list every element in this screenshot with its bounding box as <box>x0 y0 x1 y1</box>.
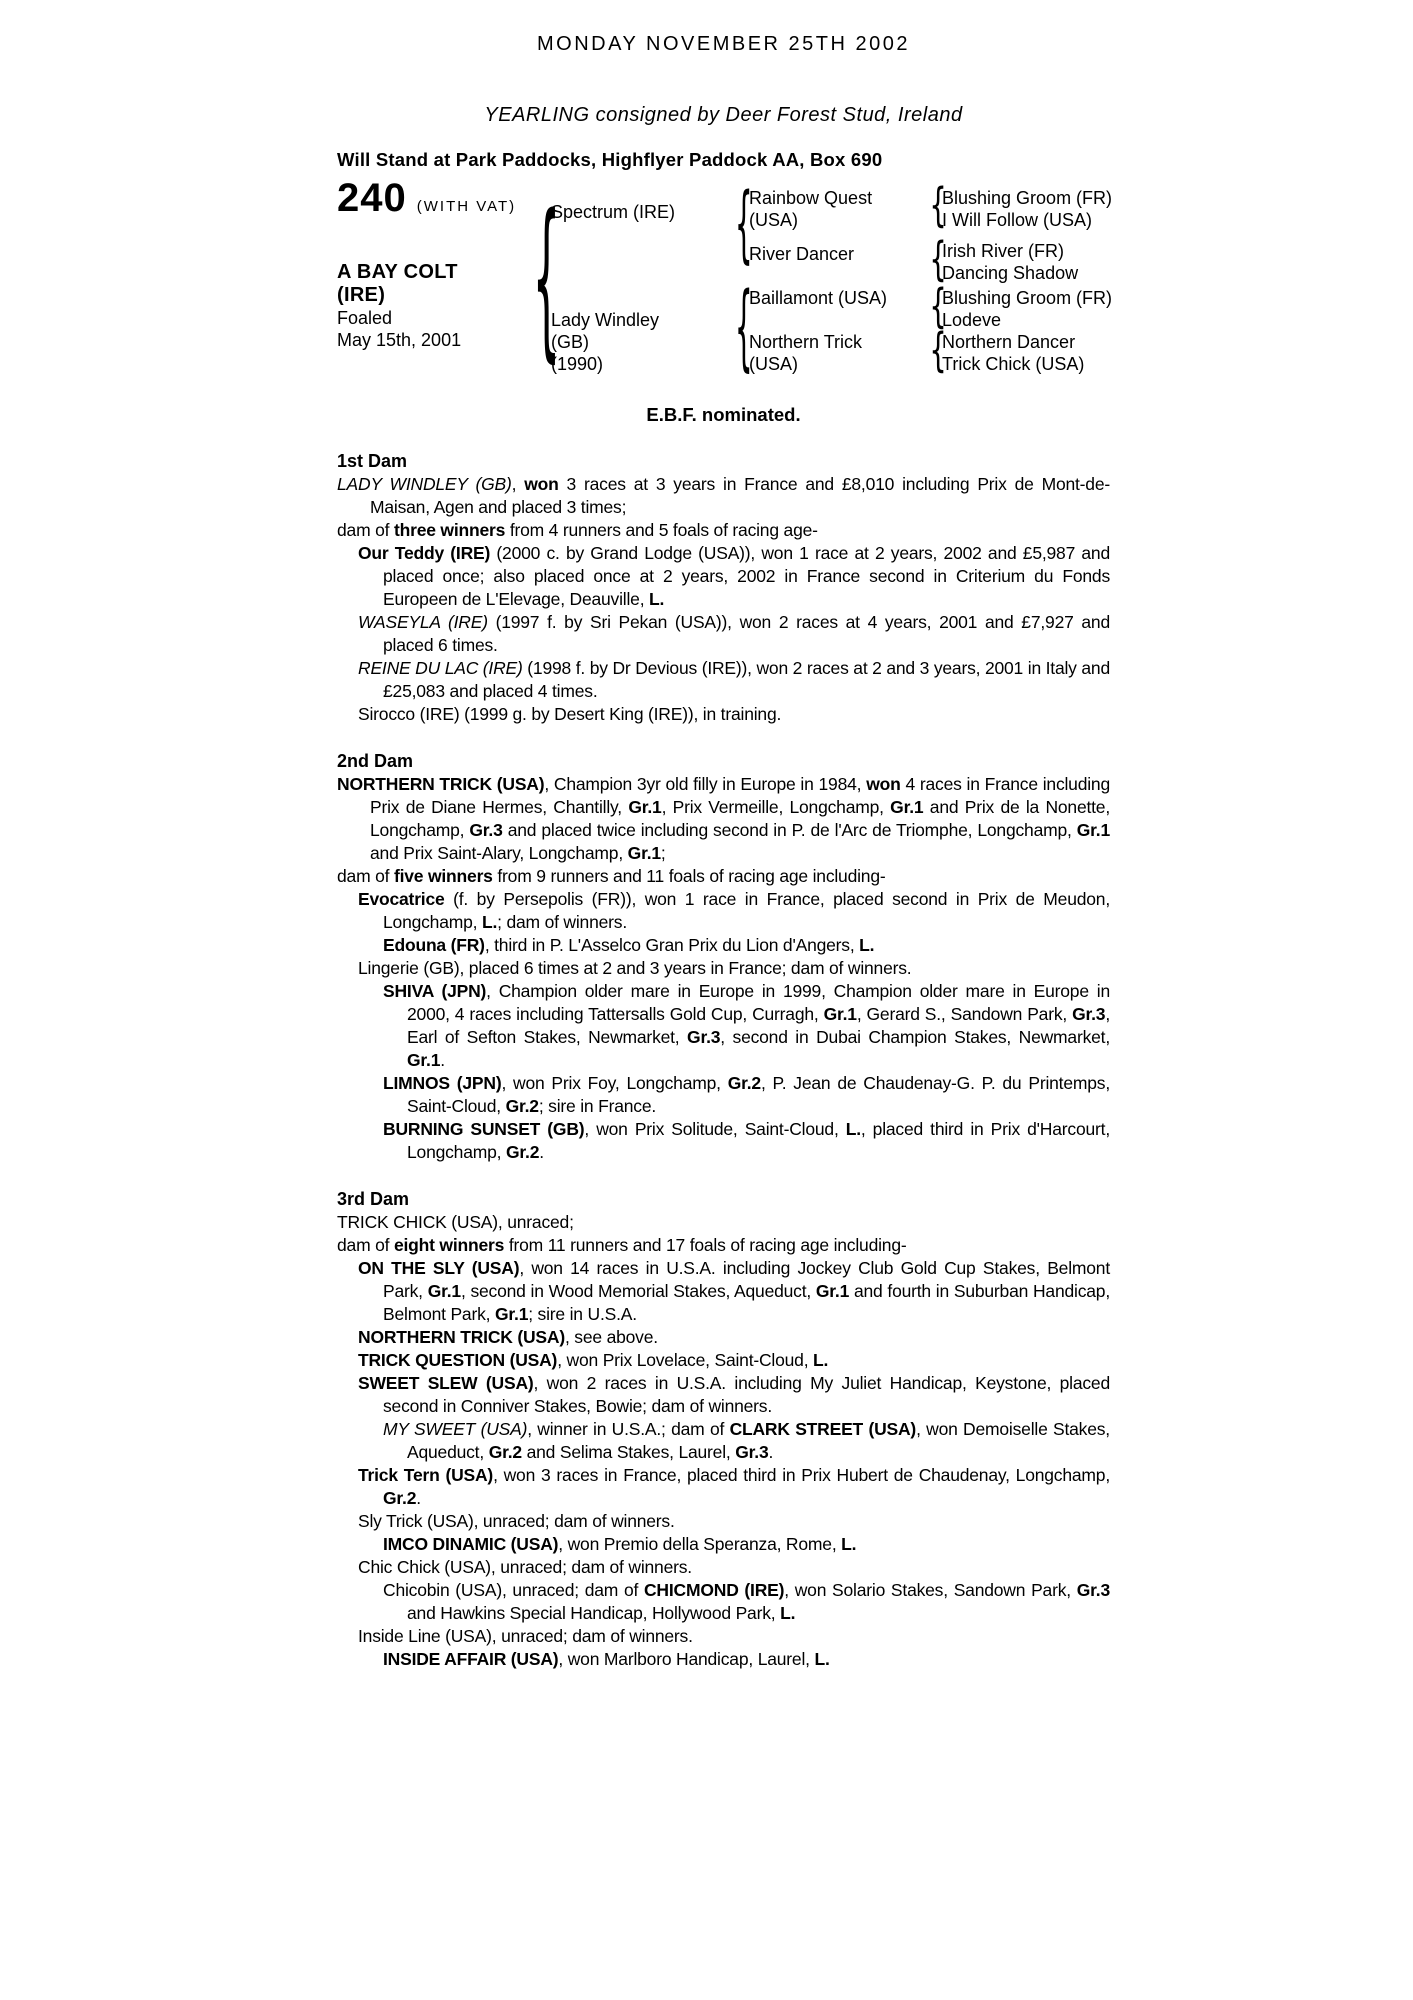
pedigree-entry <box>337 957 1110 980</box>
entry-text: and Selima Stakes, Laurel, <box>521 1442 736 1462</box>
pedigree-entry <box>337 542 1110 611</box>
entry-text: Lingerie (GB), placed 6 times at 2 and 3 years in France; dam of winners. <box>358 958 912 978</box>
entry-text: Evocatrice <box>358 889 445 909</box>
entry-text: dam of <box>337 1235 394 1255</box>
section-heading: 3rd Dam <box>337 1189 410 1209</box>
section-heading: 2nd Dam <box>337 751 414 771</box>
entry-text: Gr.2 <box>727 1073 761 1093</box>
pedigree-entry <box>337 888 1110 934</box>
entry-text: , Prix Vermeille, Longchamp, <box>661 797 891 817</box>
pedigree-brace-icon: { <box>929 232 947 287</box>
entry-text: from 4 runners and 5 foals of racing age- <box>505 520 818 540</box>
entry-text: , Champion 3yr old filly in Europe in 1984, <box>544 774 867 794</box>
pedigree-entry <box>337 519 1110 542</box>
pedigree-entry <box>337 1556 1110 1579</box>
grandparent-name: Baillamont (USA) <box>749 288 888 308</box>
entry-text: , won Solario Stakes, Sandown Park, <box>784 1580 1077 1600</box>
entry-text: , second in Wood Memorial Stakes, Aqueduct, <box>460 1281 816 1301</box>
grandparent-name <box>749 331 862 375</box>
entry-text: Gr.3 <box>735 1442 769 1462</box>
entry-text: dam of <box>337 866 394 886</box>
entry-text: dam of <box>337 520 394 540</box>
entry-text: INSIDE AFFAIR (USA) <box>383 1649 559 1669</box>
entry-text: Gr.1 <box>815 1281 850 1301</box>
grandparent-name <box>749 187 872 231</box>
colt-description-line: A BAY COLT <box>337 261 458 283</box>
pedigree-brace-icon: { <box>734 176 753 274</box>
foaled-label: Foaled <box>337 308 393 328</box>
entry-text: Gr.3 <box>687 1027 721 1047</box>
entry-text: ; sire in U.S.A. <box>528 1304 637 1324</box>
pedigree-entry <box>337 1372 1110 1418</box>
colt-description-line: (IRE) <box>337 284 386 306</box>
pedigree-entry <box>337 657 1110 703</box>
great-grandparent-name: Dancing Shadow <box>942 263 1079 283</box>
entry-text: ; sire in France. <box>538 1096 657 1116</box>
entry-text: and Hawkins Special Handicap, Hollywood Park, <box>407 1603 781 1623</box>
entry-text: L. <box>845 1119 861 1139</box>
entry-text: and fourth in Suburban Handicap, Belmont Park, <box>383 1281 1110 1324</box>
entry-text: eight winners <box>393 1235 505 1255</box>
entry-text: L. <box>481 912 498 932</box>
lot-header <box>337 176 517 220</box>
entry-text: (f. by Persepolis (FR)), won 1 race in France, placed second in Prix de Meudon, Longchamp, <box>383 889 1110 932</box>
entry-text: won <box>524 474 559 494</box>
entry-text: L. <box>814 1649 830 1669</box>
entry-text: , won Prix Foy, Longchamp, <box>501 1073 728 1093</box>
entry-text: (1998 f. by Dr Devious (IRE)), won 2 races at 2 and 3 years, 2001 in Italy and £25,083 and placed 4 times. <box>383 658 1110 701</box>
entry-text: IMCO DINAMIC (USA) <box>383 1534 559 1554</box>
ebf-line: E.B.F. nominated. <box>646 404 801 425</box>
pedigree-brace-icon: { <box>929 323 947 378</box>
entry-text: Gr.1 <box>1076 820 1110 840</box>
entry-text: Trick Tern (USA) <box>358 1465 494 1485</box>
entry-text: L. <box>859 935 875 955</box>
great-grandparent-pair <box>942 287 1112 331</box>
great-grandparent-name: Northern Dancer <box>942 332 1076 352</box>
grandparent-name-line: (USA) <box>749 210 798 230</box>
entry-text: (1997 f. by Sri Pekan (USA)), won 2 races at 4 years, 2001 and £7,927 and placed 6 times. <box>383 612 1110 655</box>
pedigree-entry <box>337 1326 1110 1349</box>
great-grandparent-pair <box>942 240 1078 284</box>
section-heading: 1st Dam <box>337 451 408 471</box>
dam-name-line: Lady Windley <box>551 310 660 330</box>
pedigree-entry <box>337 1211 1110 1234</box>
entry-text: and Prix Saint-Alary, Longchamp, <box>370 843 628 863</box>
entry-text: won <box>866 774 901 794</box>
entry-text: NORTHERN TRICK (USA) <box>337 774 545 794</box>
pedigree-entry <box>337 1234 1110 1257</box>
entry-text: Gr.3 <box>1072 1004 1106 1024</box>
entry-text: L. <box>813 1350 829 1370</box>
entry-text: , won 3 races in France, placed third in Prix Hubert de Chaudenay, Longchamp, <box>493 1465 1110 1485</box>
pedigree-table <box>337 176 1113 392</box>
pedigree-entry <box>337 980 1110 1072</box>
pedigree-entry <box>337 1464 1110 1510</box>
entry-text: Sirocco (IRE) (1999 g. by Desert King (IRE)), in training. <box>358 704 782 724</box>
entry-text: , Earl of Sefton Stakes, Newmarket, <box>407 1004 1110 1047</box>
entry-text: SWEET SLEW (USA) <box>358 1373 534 1393</box>
date-header: MONDAY NOVEMBER 25TH 2002 <box>537 33 910 55</box>
entry-text: from 9 runners and 11 foals of racing age including- <box>492 866 886 886</box>
great-grandparent-name: I Will Follow (USA) <box>942 210 1093 230</box>
entry-text: , <box>511 474 525 494</box>
entry-text: ; <box>660 843 666 863</box>
entry-text: Edouna (FR) <box>383 935 485 955</box>
entry-text: Chic Chick (USA), unraced; dam of winners. <box>358 1557 692 1577</box>
pedigree-entry <box>337 1533 1110 1556</box>
pedigree-entry <box>337 934 1110 957</box>
sire-name: Spectrum (IRE) <box>551 202 676 222</box>
entry-text: . <box>539 1142 544 1162</box>
entry-text: , won Demoiselle Stakes, Aqueduct, <box>407 1419 1110 1462</box>
dam-name-line: (1990) <box>551 354 604 374</box>
entry-text: CLARK STREET (USA) <box>729 1419 917 1439</box>
great-grandparent-pair <box>942 331 1084 375</box>
entry-text: , won Marlboro Handicap, Laurel, <box>558 1649 815 1669</box>
entry-text: (2000 c. by Grand Lodge (USA)), won 1 race at 2 years, 2002 and £5,987 and placed once; also placed once at 2 years, 2002 in France second in Criterium du Fonds Europeen de L'Elevage, Deauville, <box>383 543 1110 609</box>
entry-text: ON THE SLY (USA) <box>358 1258 520 1278</box>
great-grandparent-pair <box>942 187 1112 231</box>
dam-sections <box>337 450 1110 1671</box>
pedigree-entry <box>337 865 1110 888</box>
dam-name <box>551 309 659 375</box>
pedigree-brace-icon: { <box>734 273 753 383</box>
entry-text: , won Prix Lovelace, Saint-Cloud, <box>557 1350 814 1370</box>
grandparent-name-line: (USA) <box>749 354 798 374</box>
entry-text: five winners <box>393 866 493 886</box>
entry-text: Gr.1 <box>628 797 662 817</box>
entry-text: CHICMOND (IRE) <box>643 1580 785 1600</box>
entry-text: 3 races at 3 years in France and £8,010 including Prix de Mont-de-Maisan, Agen and placed 3 times; <box>370 474 1110 517</box>
entry-text: Gr.2 <box>505 1096 539 1116</box>
entry-text: Gr.1 <box>427 1281 461 1301</box>
entry-text: L. <box>780 1603 796 1623</box>
grandparent-name: River Dancer <box>749 244 855 264</box>
entry-text: Gr.1 <box>494 1304 529 1324</box>
pedigree-entry <box>337 703 1110 726</box>
great-grandparent-name: Blushing Groom (FR) <box>942 288 1113 308</box>
entry-text: Gr.1 <box>823 1004 857 1024</box>
page-content <box>337 0 1113 1671</box>
entry-text: Gr.3 <box>1076 1580 1110 1600</box>
entry-text: , won Prix Solitude, Saint-Cloud, <box>584 1119 846 1139</box>
entry-text: Sly Trick (USA), unraced; dam of winners. <box>358 1511 675 1531</box>
entry-text: BURNING SUNSET (GB) <box>383 1119 585 1139</box>
entry-text: Gr.1 <box>890 797 924 817</box>
pedigree-entry <box>337 1349 1110 1372</box>
entry-text: , won 14 races in U.S.A. including Jockey Club Gold Cup Stakes, Belmont Park, <box>383 1258 1110 1301</box>
entry-text: , P. Jean de Chaudenay-G. P. du Printemps, Saint-Cloud, <box>407 1073 1110 1116</box>
pedigree-entry <box>337 611 1110 657</box>
entry-text: Gr.2 <box>505 1142 540 1162</box>
entry-text: REINE DU LAC (IRE) <box>358 658 523 678</box>
entry-text: TRICK QUESTION (USA) <box>358 1350 558 1370</box>
entry-text: and placed twice including second in P. de l'Arc de Triomphe, Longchamp, <box>502 820 1077 840</box>
pedigree-brace-icon: { <box>532 177 561 378</box>
great-grandparent-name: Trick Chick (USA) <box>942 354 1085 374</box>
entry-text: SHIVA (JPN) <box>383 981 487 1001</box>
entry-text: , Gerard S., Sandown Park, <box>856 1004 1073 1024</box>
pedigree-entry <box>337 473 1110 519</box>
grandparent-name-line: Northern Trick <box>749 332 863 352</box>
pedigree-entry <box>337 1579 1110 1625</box>
entry-text: Chicobin (USA), unraced; dam of <box>383 1580 644 1600</box>
entry-text: Our Teddy (IRE) <box>358 543 491 563</box>
entry-text: Gr.3 <box>469 820 503 840</box>
pedigree-entry <box>337 1418 1110 1464</box>
entry-text: TRICK CHICK (USA), unraced; <box>337 1212 574 1232</box>
entry-text: . <box>416 1488 421 1508</box>
entry-text: three winners <box>393 520 506 540</box>
entry-text: . <box>768 1442 774 1462</box>
entry-text: LADY WINDLEY (GB) <box>337 474 512 494</box>
great-grandparent-name: Irish River (FR) <box>942 241 1064 261</box>
foaled-date: May 15th, 2001 <box>337 330 462 350</box>
entry-text: , Champion older mare in Europe in 1999, Champion older mare in Europe in 2000, 4 races including Tattersalls Gold Cup, Curragh, <box>407 981 1110 1024</box>
entry-text: , placed third in Prix d'Harcourt, Longchamp, <box>407 1119 1110 1162</box>
pedigree-entry <box>337 773 1110 865</box>
entry-text: , winner in U.S.A.; dam of <box>527 1419 730 1439</box>
vat-note: (WITH VAT) <box>416 198 517 215</box>
great-grandparent-name: Blushing Groom (FR) <box>942 188 1113 208</box>
entry-text: Gr.2 <box>383 1488 417 1508</box>
lot-number: 240 <box>337 176 407 220</box>
pedigree-entry <box>337 1118 1110 1164</box>
entry-text: , see above. <box>564 1327 658 1347</box>
dam-name-line: (GB) <box>551 332 589 352</box>
pedigree-brace-icon: { <box>929 178 947 233</box>
entry-text: , won Premio della Speranza, Rome, <box>558 1534 842 1554</box>
pedigree-entry <box>337 1648 1110 1671</box>
entry-text: . <box>440 1050 445 1070</box>
entry-text: from 11 runners and 17 foals of racing age including- <box>504 1235 907 1255</box>
great-grandparent-name: Lodeve <box>942 310 1002 330</box>
pedigree-entry <box>337 1072 1110 1118</box>
entry-text: WASEYLA (IRE) <box>358 612 488 632</box>
entry-text: ; dam of winners. <box>497 912 627 932</box>
entry-text: L. <box>841 1534 857 1554</box>
location-line: Will Stand at Park Paddocks, Highflyer Paddock AA, Box 690 <box>337 149 883 170</box>
entry-text: Gr.1 <box>627 843 661 863</box>
pedigree-entry <box>337 1257 1110 1326</box>
entry-text: LIMNOS (JPN) <box>383 1073 502 1093</box>
entry-text: MY SWEET (USA) <box>383 1419 528 1439</box>
entry-text: 4 races in France including Prix de Diane Hermes, Chantilly, <box>370 774 1110 817</box>
entry-text: NORTHERN TRICK (USA) <box>358 1327 565 1347</box>
entry-text: , won 2 races in U.S.A. including My Juliet Handicap, Keystone, placed second in Conniver Stakes, Bowie; dam of winners. <box>383 1373 1110 1416</box>
entry-text: Gr.1 <box>407 1050 441 1070</box>
entry-text: Gr.2 <box>488 1442 522 1462</box>
entry-text: and Prix de la Nonette, Longchamp, <box>370 797 1110 840</box>
grandparent-name-line: Rainbow Quest <box>749 188 873 208</box>
entry-text: Inside Line (USA), unraced; dam of winners. <box>358 1626 693 1646</box>
colt-description <box>337 261 461 351</box>
pedigree-entry <box>337 1625 1110 1648</box>
pedigree-brace-icon: { <box>929 279 947 334</box>
entry-text: , second in Dubai Champion Stakes, Newmarket, <box>720 1027 1110 1047</box>
entry-text: L. <box>649 589 665 609</box>
entry-text: , third in P. L'Asselco Gran Prix du Lion d'Angers, <box>484 935 860 955</box>
pedigree-entry <box>337 1510 1110 1533</box>
consignor-line: YEARLING consigned by Deer Forest Stud, Ireland <box>484 104 963 126</box>
